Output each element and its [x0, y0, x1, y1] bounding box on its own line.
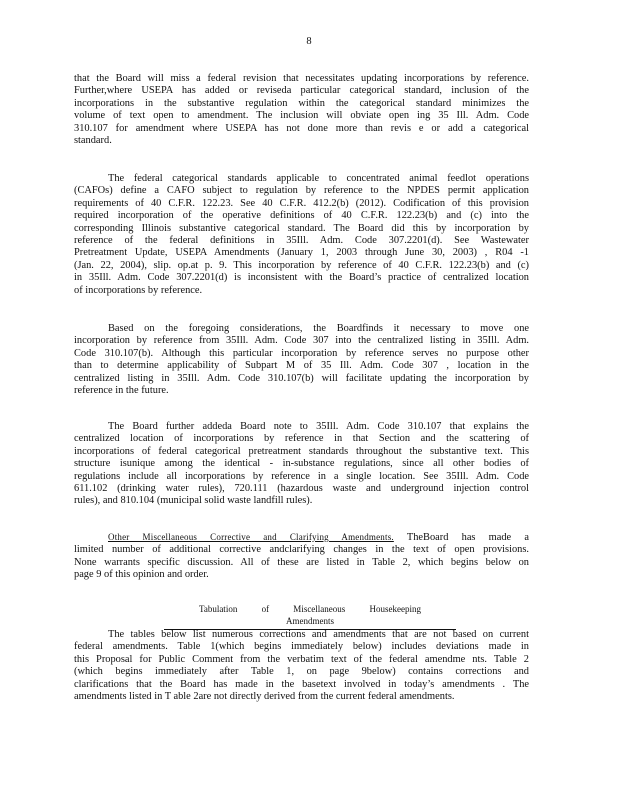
paragraph-line: (which begins immediately after Table 1, on page 9below) contains corrections and — [74, 666, 529, 678]
paragraph-line: (Jan. 22, 2004), slip. op.at p. 9. This incorporation by reference of 40 C.F.R. 122.23(b) and (c) — [74, 259, 529, 271]
paragraph-line: centralized location of incorporations by reference in that Section and the scattering of — [74, 433, 529, 445]
paragraph-line: that the Board will miss a federal revision that necessitates updating incorporations by reference. — [74, 73, 529, 84]
paragraph-line: volume of text open to amendment. The inclusion will obviate open ing 35 Ill. Adm. Code — [74, 110, 529, 122]
paragraph-line: reference in the future. — [74, 385, 169, 397]
paragraph-line: centralized listing in 35Ill. Adm. Code 310.107(b) will facilitate updating the incorporation by — [74, 372, 529, 384]
paragraph-line: than to determine applicability of Subpart M of 35 Ill. Adm. Code 307 , location in the — [74, 360, 529, 372]
paragraph-line: clarifications that the Board has made in the basetext involved in today’s amendments . The — [74, 678, 529, 690]
paragraph-line: corresponding Illinois substantive categorical standard. The Board did this by incorporation by — [74, 222, 529, 234]
paragraph-line: page 9 of this opinion and order. — [74, 569, 209, 581]
paragraph-line: Pretreatment Update, USEPA Amendments (January 1, 2003 through June 30, 2003) , R04 -1 — [74, 247, 529, 259]
paragraph-line: 611.102 (drinking water rules), 720.111 (hazardous waste and underground injection control — [74, 483, 529, 495]
paragraph-line: Based on the foregoing considerations, the Boardfinds it necessary to move one — [108, 323, 529, 334]
paragraph-line: incorporation by reference from 35Ill. Adm. Code 307 into the centralized listing in 35Ill. Adm. — [74, 335, 529, 347]
paragraph-line: The Board further addeda Board note to 35Ill. Adm. Code 310.107 that explains the — [108, 421, 529, 432]
section-heading: Tabulation of Miscellaneous Housekeeping Amendments — [164, 603, 456, 630]
page-number: 8 — [306, 36, 312, 47]
paragraph-line: (CAFOs) define a CAFO subject to regulation by reference to the NPDES permit application — [74, 185, 529, 197]
paragraph-4 — [74, 421, 529, 508]
paragraph-3 — [74, 323, 529, 397]
paragraph-line: incorporations in the substantive regulation within the categorical standard minimizes the — [74, 97, 529, 109]
paragraph-line: this Proposal for Public Comment from the verbatim text of the federal amendme nts. Table 2 — [74, 653, 529, 665]
paragraph-line: amendments listed in T able 2are not directly derived from the current federal amendments. — [74, 691, 455, 703]
paragraph-2 — [74, 173, 529, 297]
paragraph-line: Further,where USEPA has added or reviseda particular categorical standard, inclusion of the — [74, 85, 529, 97]
paragraph-line: requirements of 40 C.F.R. 122.23. See 40 C.F.R. 412.2(b) (2012). Codification of this provision — [74, 197, 529, 209]
paragraph-line: limited number of additional corrective andclarifying changes in the text of open provisions. — [74, 544, 529, 556]
paragraph-line: regulations include all incorporations by reference in a single location. See 35Ill. Adm. Code — [74, 470, 529, 482]
paragraph-line: None warrants specific discussion. All of these are listed in Table 2, which begins below on — [74, 556, 529, 568]
paragraph-line: required incorporation of the operative definitions of 40 C.F.R. 122.23(b) and (c) into the — [74, 210, 529, 222]
paragraph-line: The federal categorical standards applicable to concentrated animal feedlot operations — [108, 173, 529, 184]
paragraph-line-with-heading — [74, 531, 529, 544]
paragraph-line: of incorporations by reference. — [74, 284, 203, 296]
paragraph-line: in 35Ill. Adm. Code 307.2201(d) is inconsistent with the Board’s practice of centralized location — [74, 272, 529, 284]
paragraph-line: reference of the federal definitions in 35Ill. Adm. Code 307.2201(d). See Wastewater — [74, 235, 529, 247]
paragraph-5 — [74, 531, 529, 582]
paragraph-line: The tables below list numerous corrections and amendments that are not based on current — [108, 629, 529, 640]
paragraph-line: 310.107 for amendment where USEPA has not done more than revis e or add a categorical — [74, 122, 529, 134]
paragraph-1 — [74, 73, 529, 147]
paragraph-line: incorporations of federal categorical pretreatment standards throughout the substantive text. This — [74, 445, 529, 457]
paragraph-line-text: TheBoard has made a — [406, 532, 529, 543]
paragraph-line: standard. — [74, 135, 112, 147]
paragraph-line: Code 310.107(b). Although this particular incorporation by reference serves no purpose other — [74, 347, 529, 359]
paragraph-line: federal amendments. Table 1(which begins immediately below) includes deviations made in — [74, 641, 529, 653]
paragraph-line: rules), and 810.104 (municipal solid waste landfill rules). — [74, 495, 313, 507]
paragraph-line: structure isunique among the identical - in-substance regulations, since all other bodies of — [74, 458, 529, 470]
inline-heading: Other Miscellaneous Corrective and Clarifying Amendments. — [108, 532, 394, 542]
paragraph-6 — [74, 629, 529, 703]
